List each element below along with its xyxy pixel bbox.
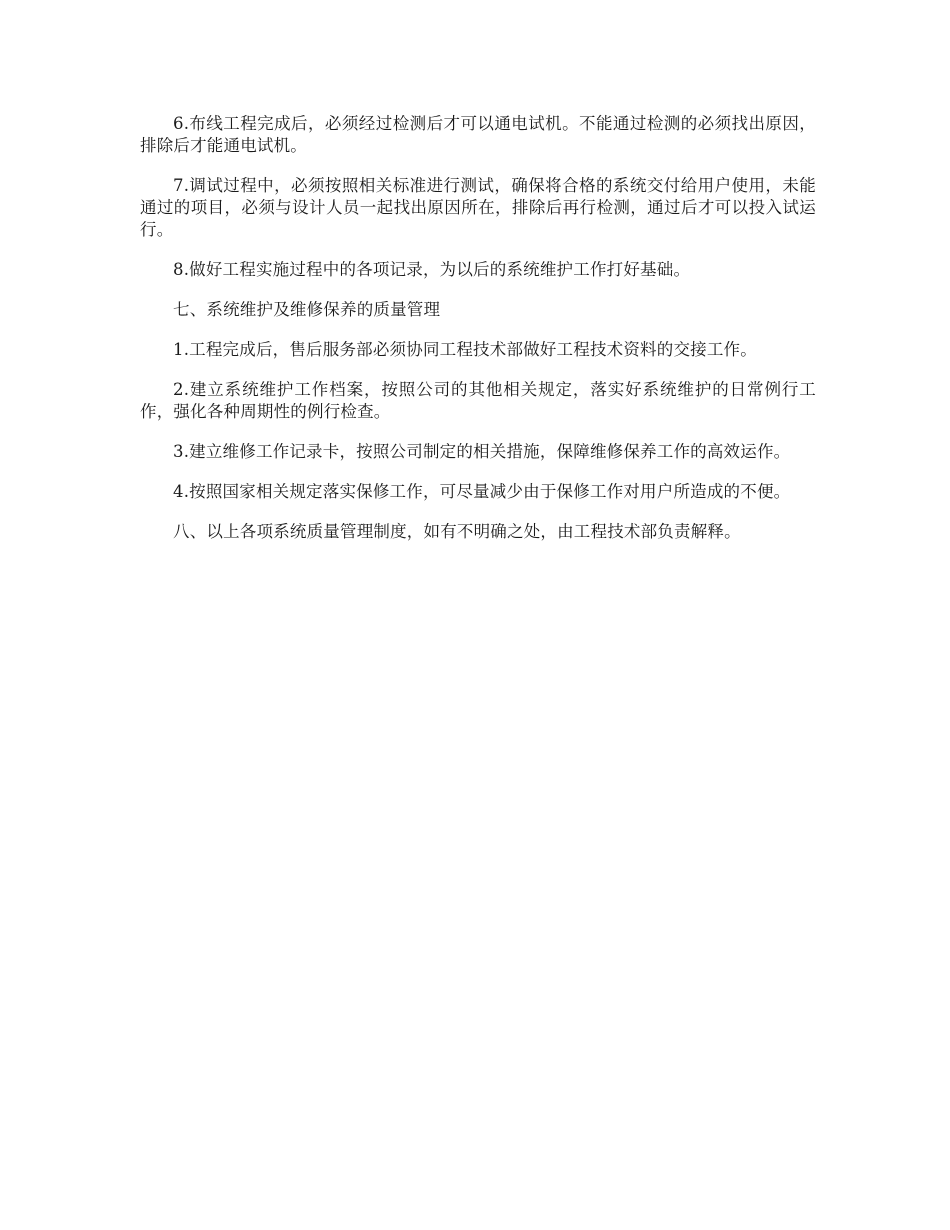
paragraph-maintenance-4: 4.按照国家相关规定落实保修工作，可尽量减少由于保修工作对用户所造成的不便。 xyxy=(173,482,791,501)
section-heading-8: 八、以上各项系统质量管理制度，如有不明确之处，由工程技术部负责解释。 xyxy=(173,522,741,541)
document-body xyxy=(140,113,816,561)
section-heading-7: 七、系统维护及维修保养的质量管理 xyxy=(173,300,441,319)
paragraph-maintenance-1: 1.工程完成后，售后服务部必须协同工程技术部做好工程技术资料的交接工作。 xyxy=(173,340,757,359)
paragraph-maintenance-3: 3.建立维修工作记录卡，按照公司制定的相关措施，保障维修保养工作的高效运作。 xyxy=(173,442,791,461)
paragraph-maintenance-2: 2.建立系统维护工作档案，按照公司的其他相关规定，落实好系统维护的日常例行工作，强化各种周期性的例行检查。 xyxy=(140,380,816,421)
paragraph-item-7: 7.调试过程中，必须按照相关标准进行测试，确保将合格的系统交付给用户使用，未能通过的项目，必须与设计人员一起找出原因所在，排除后再行检测，通过后才可以投入试运行。 xyxy=(140,176,816,239)
paragraph-item-8: 8.做好工程实施过程中的各项记录，为以后的系统维护工作打好基础。 xyxy=(173,260,691,279)
paragraph-item-6: 6.布线工程完成后，必须经过检测后才可以通电试机。不能通过检测的必须找出原因，排除后才能通电试机。 xyxy=(140,114,816,155)
